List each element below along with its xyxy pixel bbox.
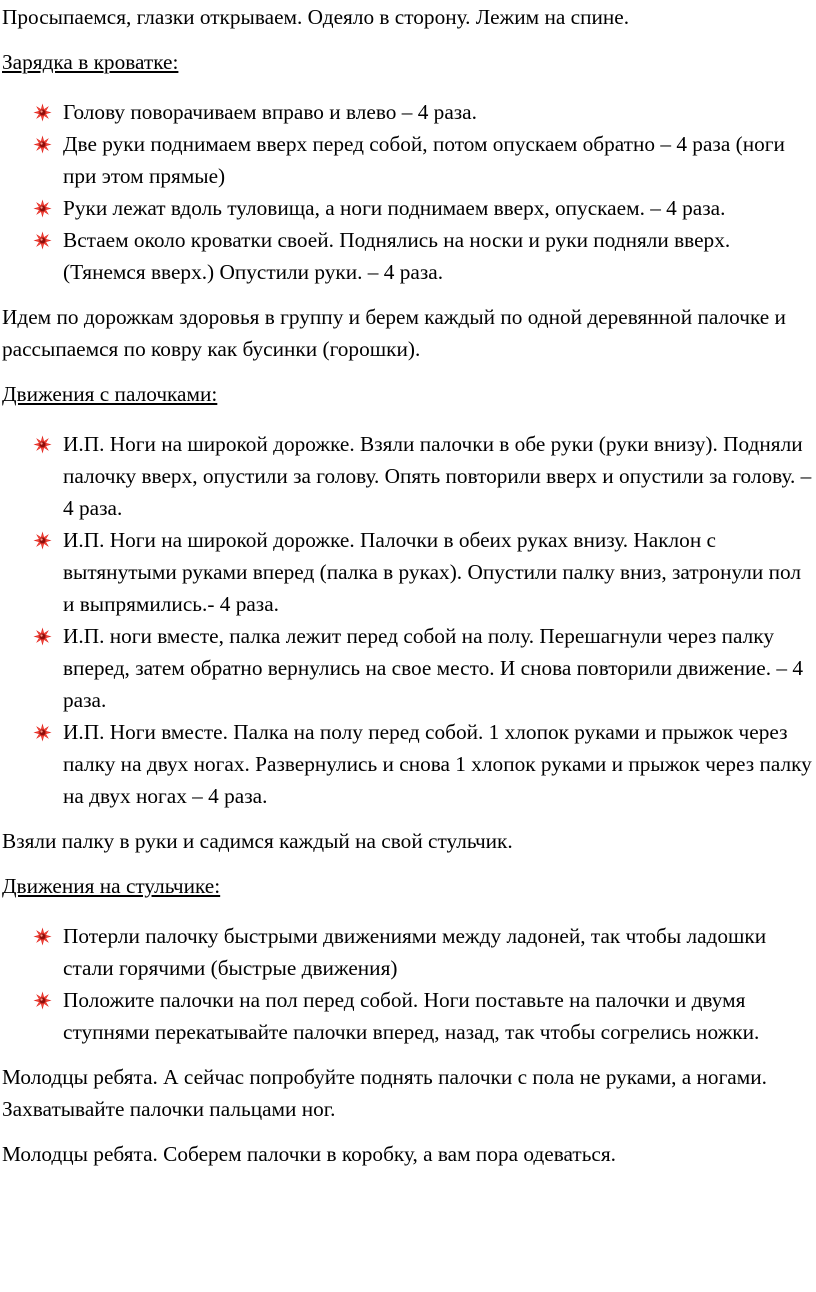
red-star-bullet-icon [33, 723, 52, 742]
section-heading-chair-exercises: Движения на стульчике: [2, 874, 221, 898]
transition-paragraph: Взяли палку в руки и садимся каждый на свой стульчик. [2, 829, 513, 853]
list-item: Положите палочки на пол перед собой. Ноги поставьте на палочки и двумя ступнями перекатывайте палочки вперед, назад, так чтобы согрелись ножки. [0, 984, 816, 1048]
red-star-bullet-icon [33, 531, 52, 550]
list-item: И.П. ноги вместе, палка лежит перед собой на полу. Перешагнули через палку вперед, затем обратно вернулись на свое место. И снова повторили движение. – 4 раза. [0, 620, 816, 716]
list-item: И.П. Ноги на широкой дорожке. Палочки в обеих руках внизу. Наклон с вытянутыми руками вперед (палка в руках). Опустили палку вниз, затронули пол и выпрямились.- 4 раза. [0, 524, 816, 620]
bed-exercises-list [0, 96, 816, 288]
list-item: Потерли палочку быстрыми движениями между ладоней, так чтобы ладошки стали горячими (быстрые движения) [0, 920, 816, 984]
list-item: И.П. Ноги вместе. Палка на полу перед собой. 1 хлопок руками и прыжок через палку на двух ногах. Развернулись и снова 1 хлопок руками и прыжок через палку на двух ногах – 4 раза. [0, 716, 816, 812]
red-star-bullet-icon [33, 103, 52, 122]
list-item: Голову поворачиваем вправо и влево – 4 раза. [0, 96, 816, 128]
red-star-bullet-icon [33, 991, 52, 1010]
red-star-bullet-icon [33, 435, 52, 454]
red-star-bullet-icon [33, 135, 52, 154]
red-star-bullet-icon [33, 231, 52, 250]
transition-paragraph: Идем по дорожкам здоровья в группу и берем каждый по одной деревянной палочке и рассыпаемся по ковру как бусинки (горошки). [2, 305, 786, 361]
intro-paragraph: Просыпаемся, глазки открываем. Одеяло в сторону. Лежим на спине. [2, 5, 630, 29]
section-heading-bed-exercises: Зарядка в кроватке: [2, 50, 179, 74]
red-star-bullet-icon [33, 199, 52, 218]
section-heading-stick-exercises: Движения с палочками: [2, 382, 218, 406]
stick-exercises-list [0, 428, 816, 812]
closing-paragraph: Молодцы ребята. А сейчас попробуйте поднять палочки с пола не руками, а ногами. Захватывайте палочки пальцами ног. [2, 1065, 767, 1121]
red-star-bullet-icon [33, 927, 52, 946]
chair-exercises-list [0, 920, 816, 1048]
list-item: Две руки поднимаем вверх перед собой, потом опускаем обратно – 4 раза (ноги при этом прямые) [0, 128, 816, 192]
list-item: Руки лежат вдоль туловища, а ноги поднимаем вверх, опускаем. – 4 раза. [0, 192, 816, 224]
red-star-bullet-icon [33, 627, 52, 646]
list-item: И.П. Ноги на широкой дорожке. Взяли палочки в обе руки (руки внизу). Подняли палочку вверх, опустили за голову. Опять повторили вверх и опустили за голову. – 4 раза. [0, 428, 816, 524]
list-item: Встаем около кроватки своей. Поднялись на носки и руки подняли вверх. (Тянемся вверх.) Опустили руки. – 4 раза. [0, 224, 816, 288]
closing-paragraph: Молодцы ребята. Соберем палочки в коробку, а вам пора одеваться. [2, 1142, 616, 1166]
